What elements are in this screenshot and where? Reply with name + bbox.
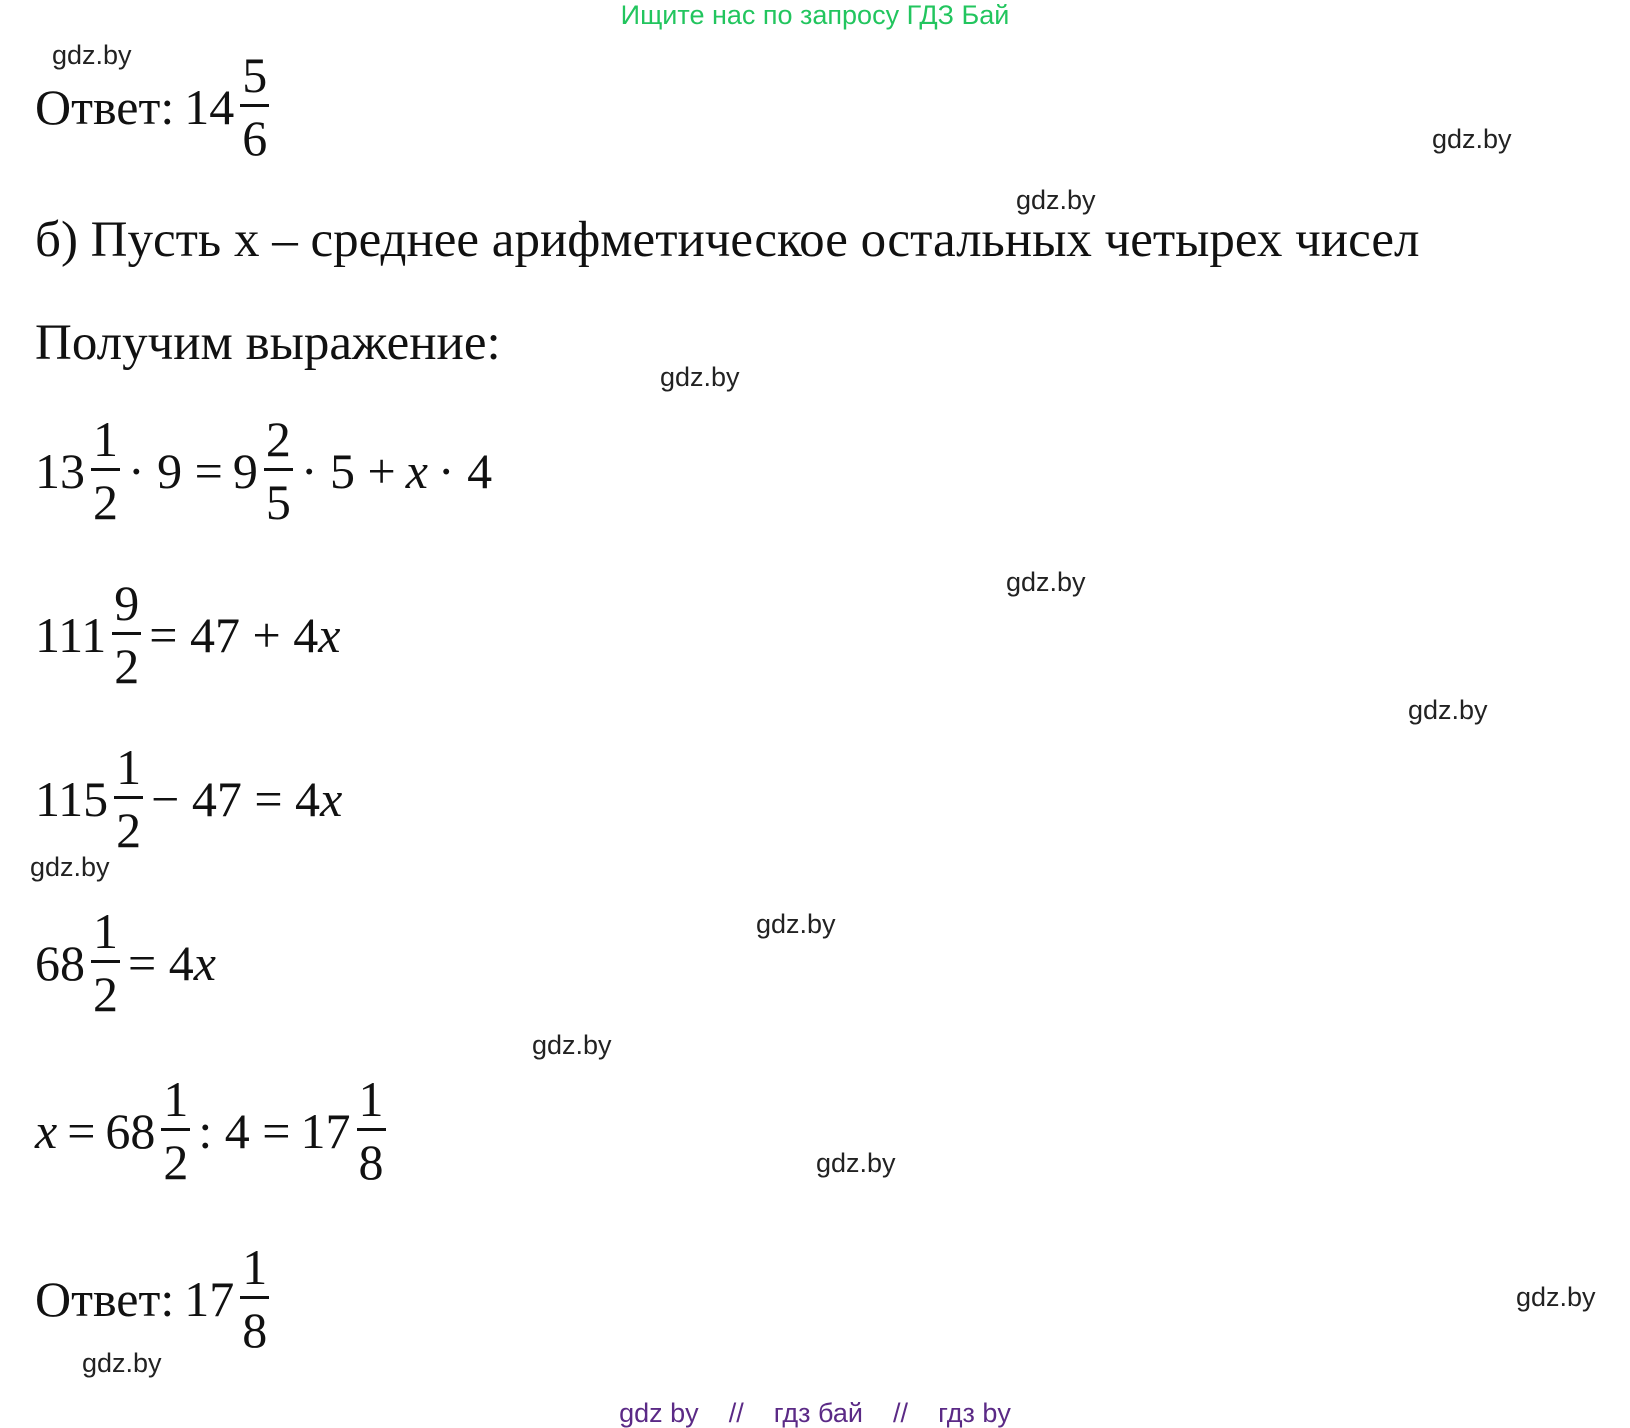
- answer-a: [35, 47, 277, 166]
- equation-4: 68 $\frac{1}{2}$ = 4 x: [35, 903, 216, 1022]
- answer-b: [35, 1239, 277, 1358]
- watermark: gdz.by: [660, 362, 740, 392]
- footer-separator: //: [893, 1398, 909, 1428]
- fraction: $\frac{1}{2}$: [93, 411, 118, 530]
- equation-2: 111 $\frac{9}{2}$ = 47 + 4 x: [35, 575, 341, 694]
- watermark: gdz.by: [1408, 695, 1488, 725]
- part-b-statement: б) Пусть x – среднее арифметическое остальных четырех чисел: [35, 212, 1420, 268]
- watermark: gdz.by: [82, 1348, 162, 1378]
- watermark: gdz.by: [30, 852, 110, 882]
- answer-fraction: $\frac{1}{8}$: [242, 1239, 268, 1358]
- footer-link-gdz-bai[interactable]: гдз бай: [773, 1398, 863, 1428]
- fraction: $\frac{9}{2}$: [114, 575, 140, 694]
- search-banner: Ищите нас по запросу ГДЗ Бай: [620, 0, 1010, 30]
- footer-link-gdz-by[interactable]: gdz by: [619, 1398, 699, 1428]
- watermark: gdz.by: [816, 1148, 896, 1178]
- watermark: gdz.by: [52, 40, 132, 70]
- answer-label: Ответ:: [35, 1270, 175, 1327]
- equation-5: x = 68 $\frac{1}{2}$ : 4 = 17 $\frac{1}{8}$: [35, 1071, 384, 1190]
- equation-3: 115 $\frac{1}{2}$ − 47 = 4 x: [35, 739, 343, 858]
- fraction: $\frac{1}{2}$: [93, 903, 118, 1022]
- footer-separator: //: [728, 1398, 744, 1428]
- answer-fraction: $\frac{5}{6}$: [242, 47, 268, 166]
- watermark: gdz.by: [532, 1030, 612, 1060]
- answer-label: Ответ:: [35, 78, 175, 135]
- watermark: gdz.by: [1516, 1282, 1596, 1312]
- watermark: gdz.by: [756, 909, 836, 939]
- fraction: $\frac{1}{8}$: [358, 1071, 384, 1190]
- footer-link-gdz-by-ru[interactable]: гдз by: [938, 1398, 1011, 1428]
- answer-whole: 17: [184, 1270, 235, 1327]
- watermark: gdz.by: [1432, 124, 1512, 154]
- watermark: gdz.by: [1016, 185, 1096, 215]
- equation-1: 13 $\frac{1}{2}$ · 9 = 9 $\frac{2}{5}$ · 5 + x · 4: [35, 411, 493, 530]
- fraction: $\frac{1}{2}$: [116, 739, 142, 858]
- fraction: $\frac{2}{5}$: [265, 411, 291, 530]
- watermark: gdz.by: [1006, 567, 1086, 597]
- answer-whole: 14: [184, 78, 235, 135]
- fraction: $\frac{1}{2}$: [163, 1071, 189, 1190]
- expression-label: Получим выражение:: [35, 315, 501, 371]
- footer-links: [0, 1398, 1630, 1428]
